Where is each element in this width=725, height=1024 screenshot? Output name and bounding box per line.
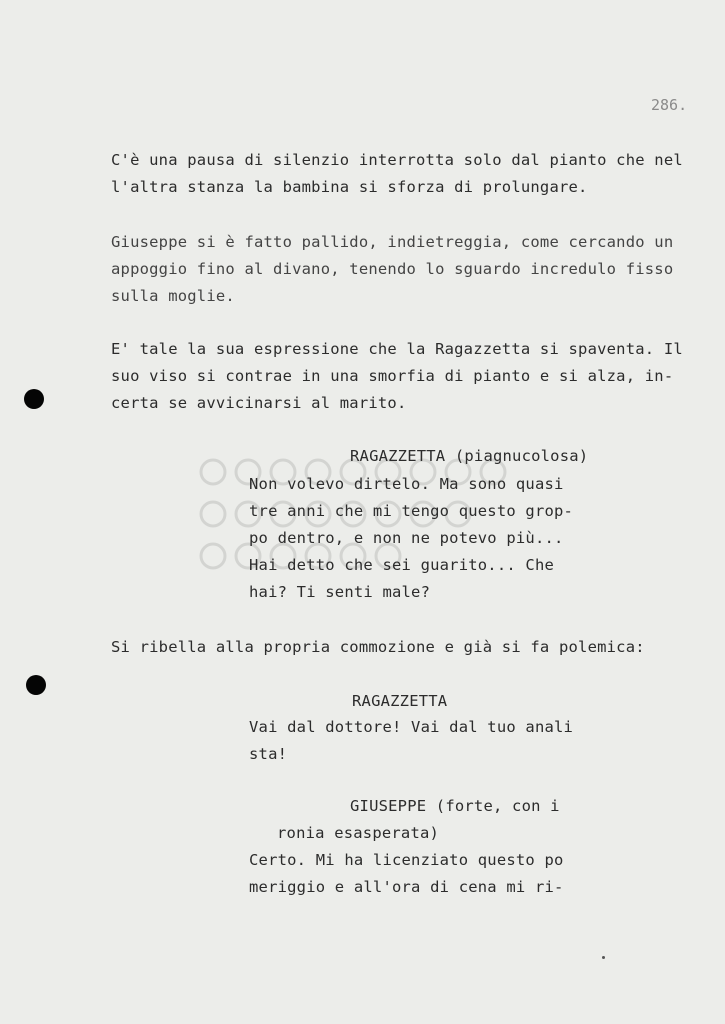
stage-direction-2: Giuseppe si è fatto pallido, indietreggia, come cercando un appoggio fino al divano, tenendo lo sguardo incredulo fisso sulla moglie.	[111, 233, 674, 305]
punch-hole-icon	[24, 389, 44, 409]
speaker-giuseppe: GIUSEPPE (forte, con i	[350, 797, 560, 815]
punch-hole-icon	[26, 675, 46, 695]
stage-direction-3: E' tale la sua espressione che la Ragazzetta si spaventa. Il suo viso si contrae in una smorfia di pianto e si alza, in- certa se avvicinarsi al marito.	[111, 340, 683, 412]
ink-speck	[602, 956, 605, 959]
speaker-ragazzetta-2: RAGAZZETTA	[352, 692, 448, 710]
page-number: 286.	[651, 96, 688, 114]
stage-direction-1: C'è una pausa di silenzio interrotta solo dal pianto che nel l'altra stanza la bambina si sforza di prolungare.	[111, 151, 683, 196]
dialogue-block-3: Certo. Mi ha licenziato questo po meriggio e all'ora di cena mi ri-	[249, 851, 564, 896]
dialogue-block-2: Vai dal dottore! Vai dal tuo anali sta!	[249, 718, 574, 763]
speaker-ragazzetta: RAGAZZETTA (piagnucolosa)	[350, 447, 589, 465]
dialogue-block-1: Non volevo dirtelo. Ma sono quasi tre anni che mi tengo questo grop- po dentro, e non ne potevo più... Hai detto che sei guarito... Che hai? Ti senti male?	[249, 475, 574, 601]
speaker-giuseppe-direction: ronia esasperata)	[277, 824, 440, 842]
stage-direction-4: Si ribella alla propria commozione e già si fa polemica:	[111, 638, 645, 656]
